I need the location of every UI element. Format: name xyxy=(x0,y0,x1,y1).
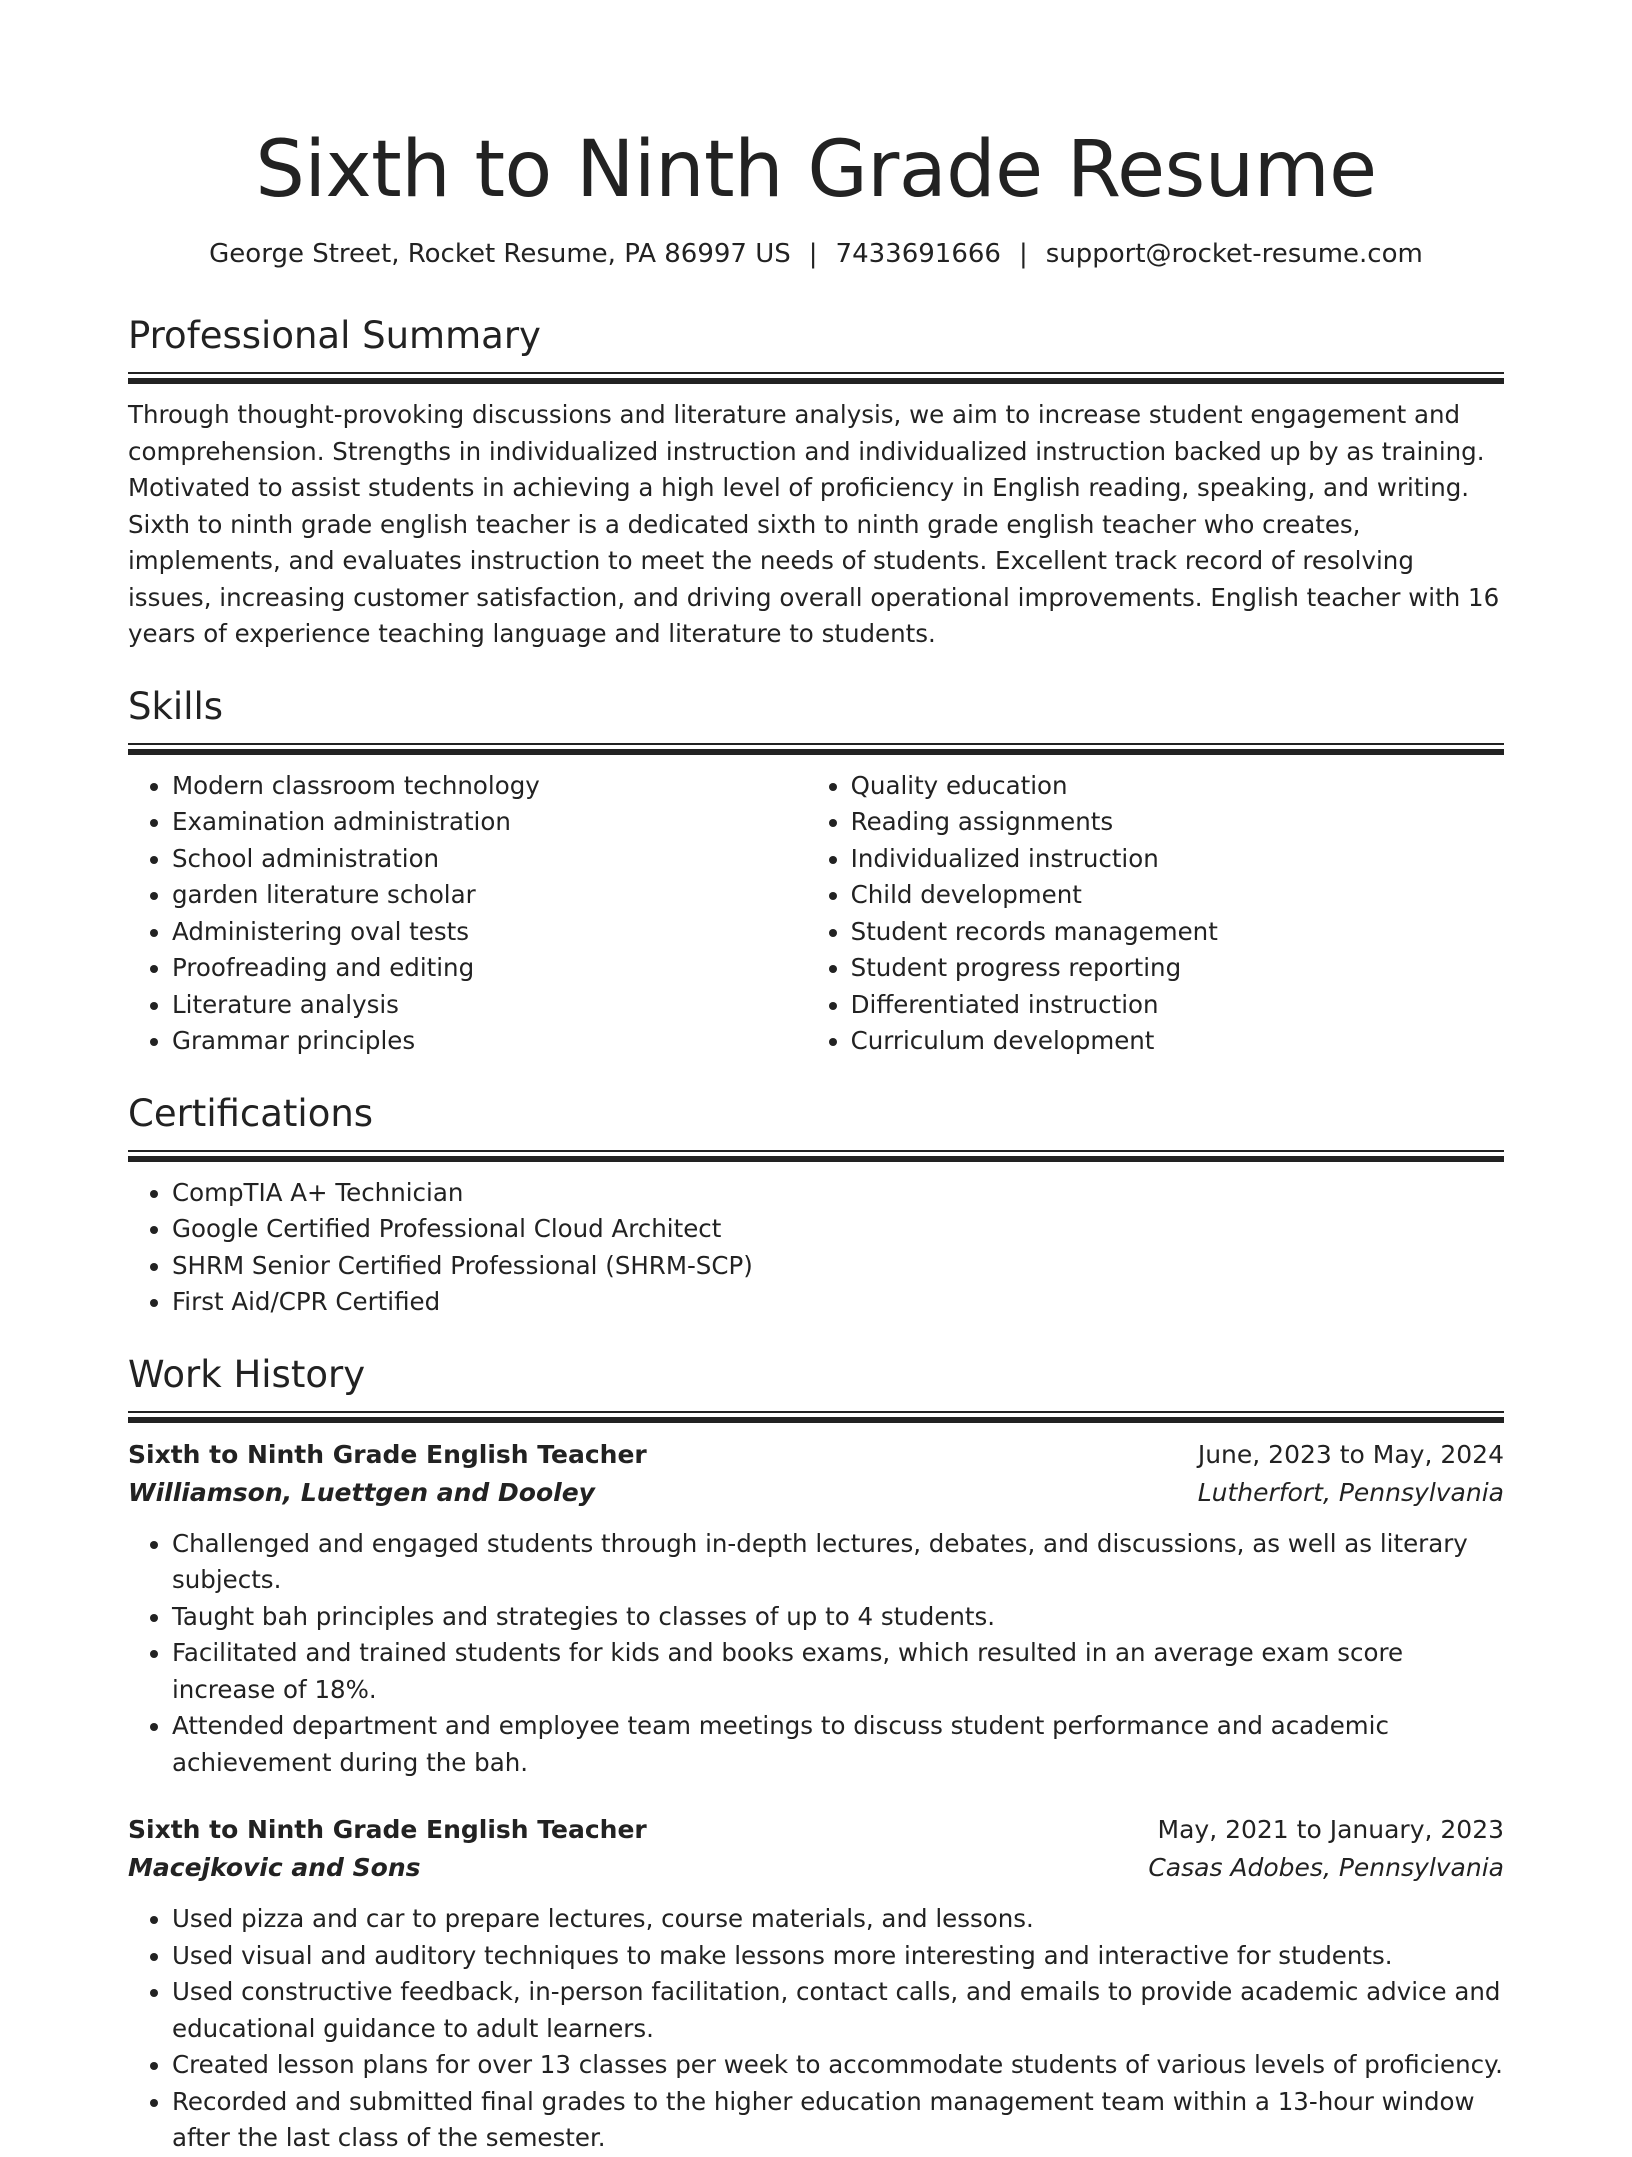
section-divider xyxy=(128,372,1504,383)
job-dates: June, 2023 to May, 2024 xyxy=(1197,1439,1504,1469)
list-item: • Modern classroom technology xyxy=(172,768,807,805)
resume-page xyxy=(128,0,1504,2157)
skills-section xyxy=(128,683,1504,1060)
list-item: • Proofreading and editing xyxy=(172,950,807,987)
job-subheader xyxy=(128,1849,1504,1887)
list-item: • Differentiated instruction xyxy=(851,987,1504,1024)
job-location: Lutherfort, Pennsylvania xyxy=(1197,1477,1504,1507)
contact-address: George Street, Rocket Resume, PA 86997 US xyxy=(209,239,791,269)
section-divider xyxy=(128,1150,1504,1161)
list-item: • Grammar principles xyxy=(172,1023,807,1060)
list-item: • Examination administration xyxy=(172,804,807,841)
job-location: Casas Adobes, Pennsylvania xyxy=(1148,1853,1504,1882)
list-item: • Literature analysis xyxy=(172,987,807,1024)
section-heading-summary: Professional Summary xyxy=(128,314,541,357)
list-item: • Administering oval tests xyxy=(172,914,807,951)
skills-columns xyxy=(128,768,1504,1060)
list-item: • Challenged and engaged students through in-depth lectures, debates, and discussions, as well as literary subjects. xyxy=(172,1526,1504,1599)
skills-list-right xyxy=(807,768,1504,1060)
list-item: • CompTIA A+ Technician xyxy=(172,1175,1504,1212)
list-item: • Quality education xyxy=(851,768,1504,805)
list-item: • SHRM Senior Certified Professional (SHRM-SCP) xyxy=(172,1248,1504,1285)
section-divider xyxy=(128,743,1504,754)
list-item: • School administration xyxy=(172,841,807,878)
list-item: • Facilitated and trained students for kids and books exams, which resulted in an average exam score increase of 18%. xyxy=(172,1635,1504,1708)
list-item: • Student records management xyxy=(851,914,1504,951)
section-heading-certifications: Certifications xyxy=(128,1091,374,1135)
job-dates: May, 2021 to January, 2023 xyxy=(1157,1815,1504,1844)
contact-line xyxy=(128,238,1504,270)
skills-list-left xyxy=(128,768,807,1060)
job-company: Macejkovic and Sons xyxy=(128,1853,421,1882)
list-item: • Student progress reporting xyxy=(851,950,1504,987)
job-header xyxy=(128,1436,1504,1474)
job-bullets xyxy=(128,1526,1504,1782)
list-item: • Google Certified Professional Cloud Architect xyxy=(172,1211,1504,1248)
list-item: • garden literature scholar xyxy=(172,877,807,914)
job-title: Sixth to Ninth Grade English Teacher xyxy=(128,1439,647,1469)
resume-title: Sixth to Ninth Grade Resume xyxy=(255,125,1377,215)
list-item: • Curriculum development xyxy=(851,1023,1504,1060)
job-bullets xyxy=(128,1901,1504,2157)
job-subheader xyxy=(128,1474,1504,1512)
certifications-section xyxy=(128,1090,1504,1321)
summary-section xyxy=(128,312,1504,653)
section-divider xyxy=(128,1411,1504,1422)
list-item: • Recorded and submitted final grades to the higher education management team within a 13-hour window after the last class of the semester. xyxy=(172,2084,1504,2157)
list-item: • Created lesson plans for over 13 classes per week to accommodate students of various levels of proficiency. xyxy=(172,2047,1504,2084)
summary-text: Through thought-provoking discussions and literature analysis, we aim to increase student engagement and comprehension. Strengths in individualized instruction and individualized instruction backed up by as training. Motivated to assist students in achieving a high level of proficiency in English reading, speaking, and writing. Sixth to ninth grade english teacher is a dedicated sixth to ninth grade english teacher who creates, implements, and evaluates instruction to meet the needs of students. Excellent track record of resolving issues, increasing customer satisfaction, and driving overall operational improvements. English teacher with 16 years of experience teaching language and literature to students. xyxy=(128,400,1500,648)
section-heading-skills: Skills xyxy=(128,684,224,728)
list-item: • Used constructive feedback, in-person facilitation, contact calls, and emails to provide academic advice and educational guidance to adult learners. xyxy=(172,1974,1504,2047)
contact-separator: | xyxy=(1018,239,1028,269)
contact-email: support@rocket-resume.com xyxy=(1045,239,1423,269)
contact-separator: | xyxy=(808,239,818,269)
job-entry xyxy=(128,1811,1504,2157)
job-title: Sixth to Ninth Grade English Teacher xyxy=(128,1815,647,1844)
list-item: • Reading assignments xyxy=(851,804,1504,841)
list-item: • First Aid/CPR Certified xyxy=(172,1284,1504,1321)
list-item: • Child development xyxy=(851,877,1504,914)
contact-phone: 7433691666 xyxy=(835,239,1001,269)
list-item: • Individualized instruction xyxy=(851,841,1504,878)
job-company: Williamson, Luettgen and Dooley xyxy=(128,1477,595,1507)
certifications-list xyxy=(128,1175,1504,1321)
list-item: • Taught bah principles and strategies to classes of up to 4 students. xyxy=(172,1599,1504,1636)
job-header xyxy=(128,1811,1504,1849)
job-entry xyxy=(128,1436,1504,1782)
list-item: • Used pizza and car to prepare lectures, course materials, and lessons. xyxy=(172,1901,1504,1938)
list-item: • Used visual and auditory techniques to make lessons more interesting and interactive for students. xyxy=(172,1938,1504,1975)
list-item: • Attended department and employee team meetings to discuss student performance and academic achievement during the bah. xyxy=(172,1708,1504,1781)
work-section xyxy=(128,1351,1504,2157)
section-heading-work: Work History xyxy=(128,1352,366,1396)
